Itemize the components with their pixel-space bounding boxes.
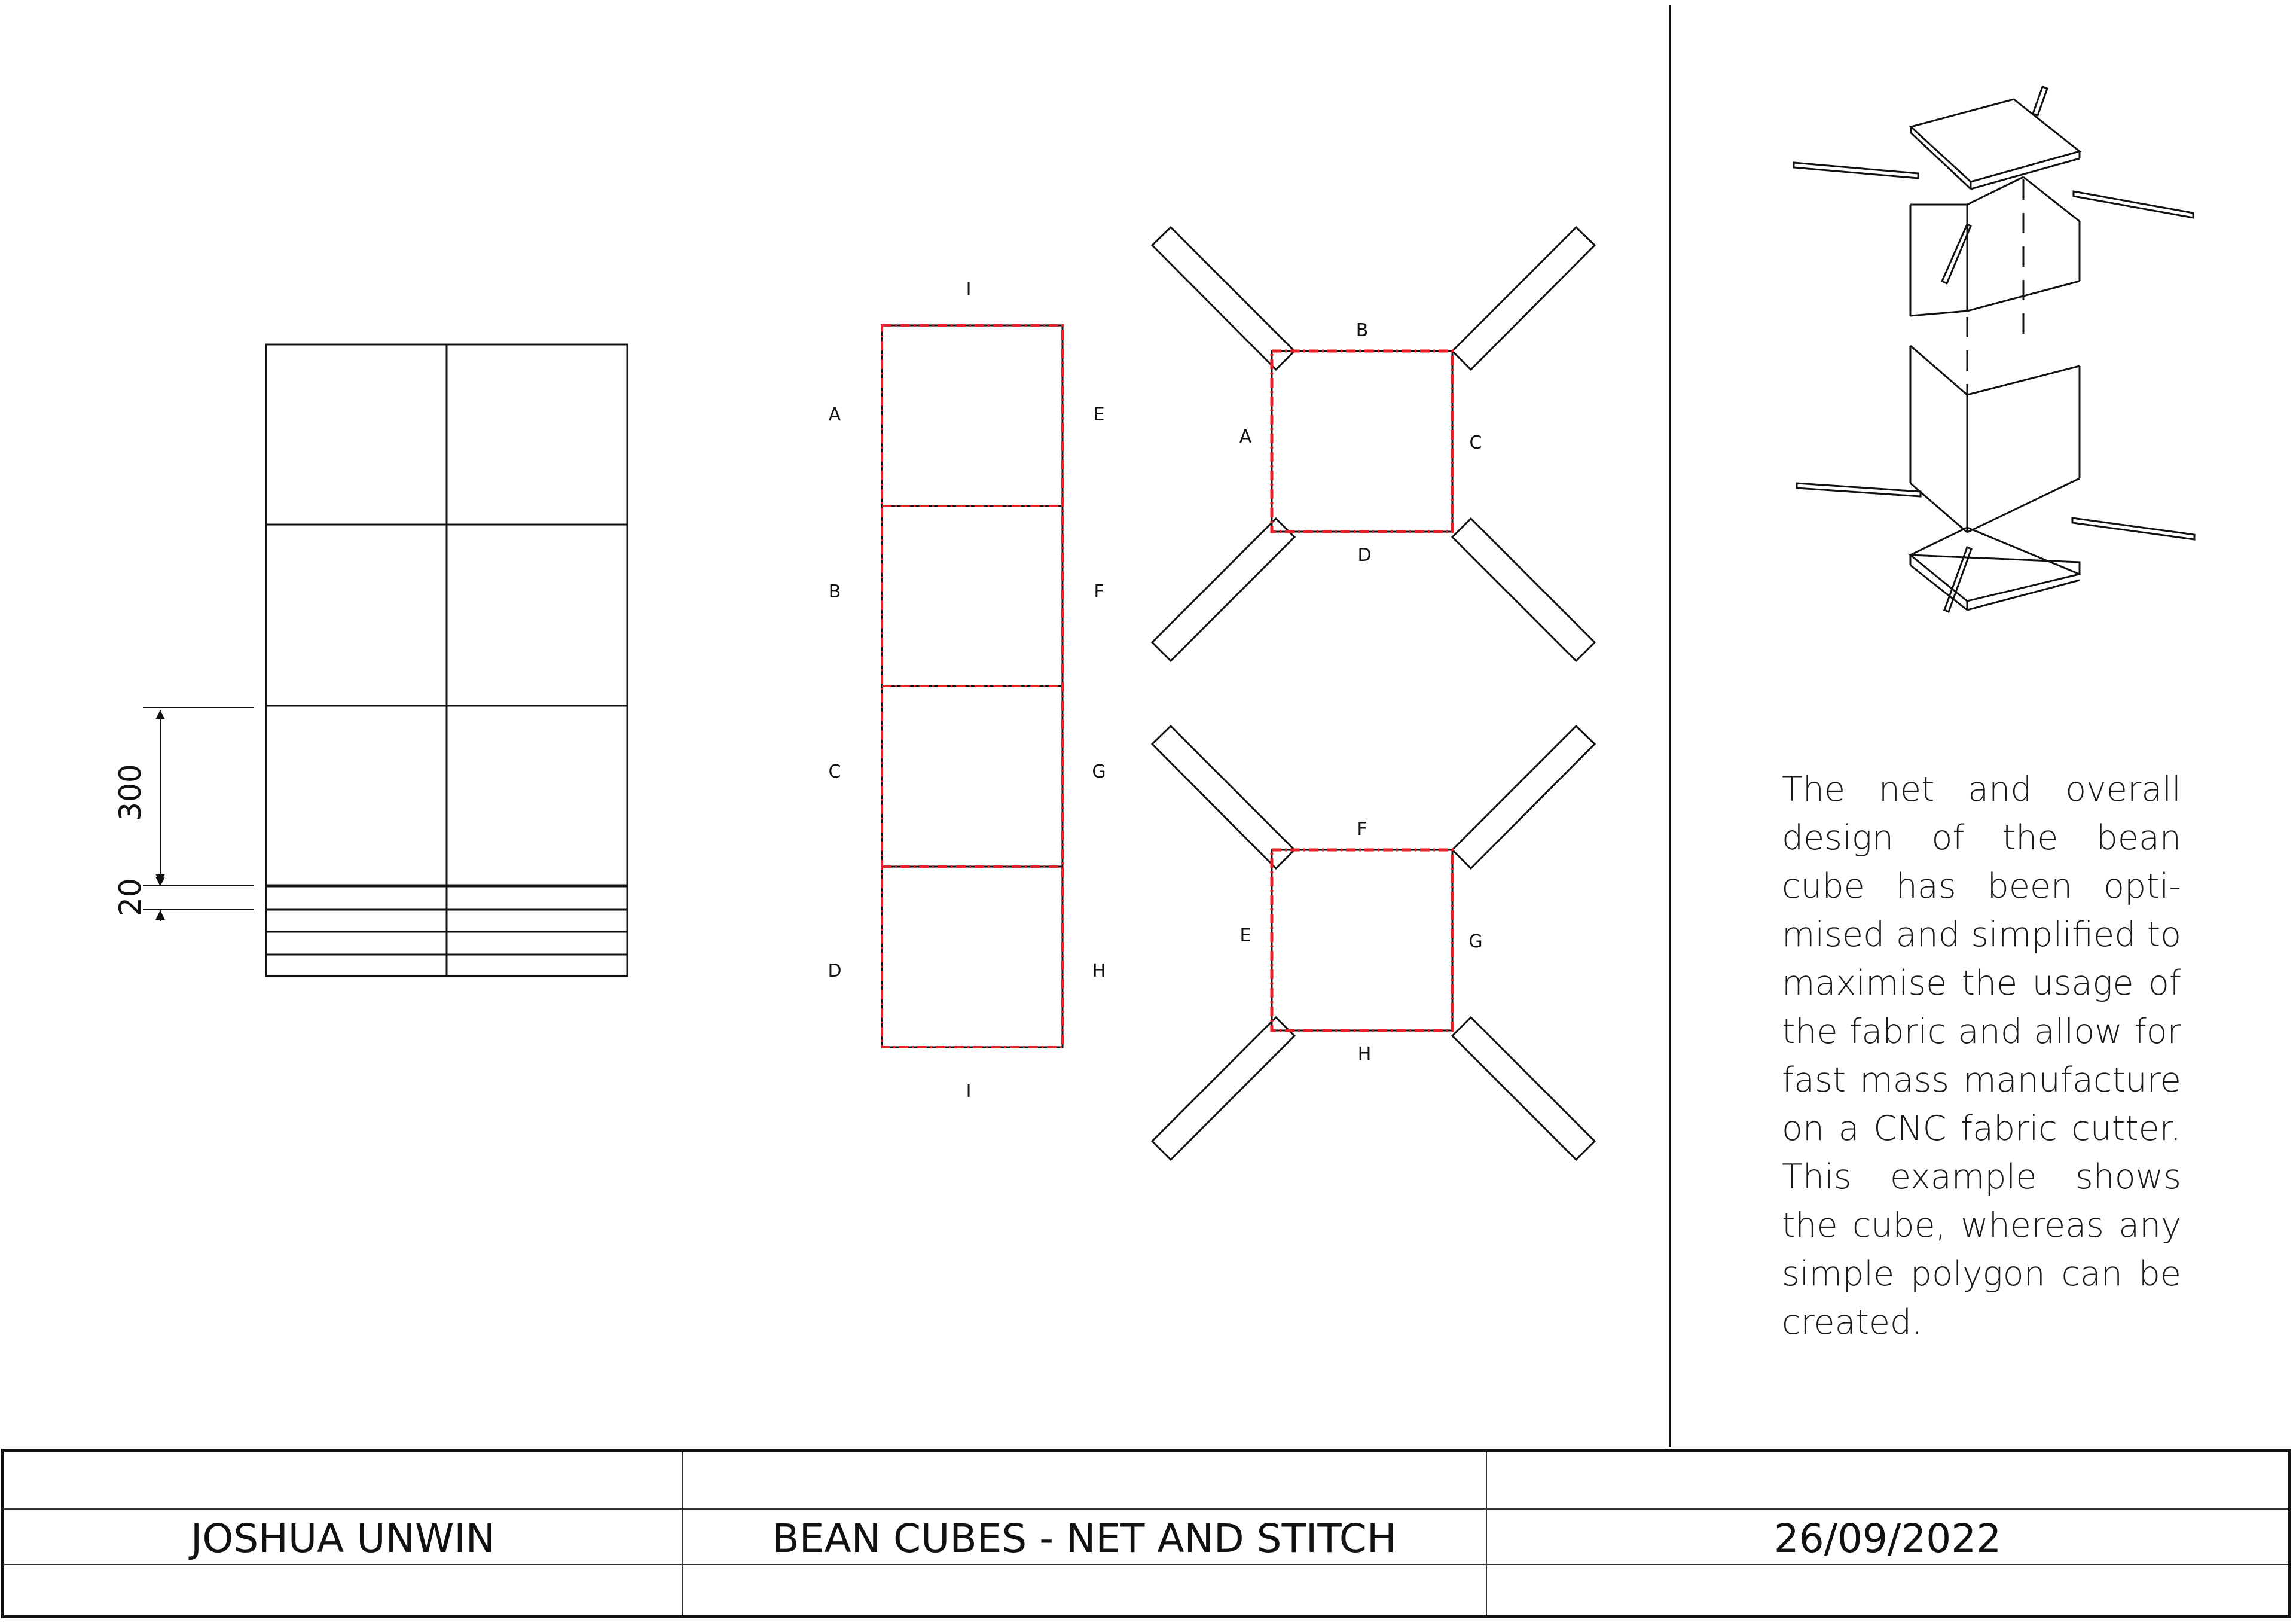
stitch-top-label-c: C: [1469, 432, 1482, 453]
net-label-bottom: I: [966, 1081, 972, 1102]
stitch-bottom-label-h: H: [1357, 1044, 1372, 1065]
stitch-top-label-b: B: [1355, 320, 1369, 341]
author-name: JOSHUA UNWIN: [190, 1516, 496, 1562]
stitch-top-label-d: D: [1357, 545, 1372, 566]
fabric-layout-grid: [266, 344, 627, 976]
net-label-right-g: G: [1092, 761, 1106, 782]
stitch-square-top: [1152, 227, 1595, 661]
net-label-left-a: A: [828, 404, 841, 425]
dimension-label-20: 20: [113, 878, 148, 916]
net-label-left-d: D: [828, 961, 842, 981]
net-label-top: I: [966, 279, 972, 300]
drawing-title: BEAN CUBES - NET AND STITCH: [772, 1516, 1397, 1562]
stitch-bottom-label-e: E: [1239, 925, 1251, 946]
stitch-bottom-label-f: F: [1357, 819, 1367, 840]
dimension-lines: [144, 708, 254, 921]
title-block-row-line: [4, 1564, 2288, 1565]
dimension-label-300: 300: [113, 764, 148, 821]
title-block: [1, 1449, 2291, 1618]
exploded-cube-illustration: [1794, 87, 2194, 612]
net-label-right-h: H: [1092, 961, 1106, 981]
stitch-bottom-label-g: G: [1468, 931, 1483, 952]
stitch-square-bottom: [1152, 726, 1595, 1160]
net-label-right-f: F: [1094, 581, 1104, 602]
drawing-date: 26/09/2022: [1773, 1516, 2002, 1562]
net-label-left-b: B: [828, 581, 841, 602]
cube-net-strip: [882, 325, 1062, 1047]
title-block-row-line: [4, 1508, 2288, 1510]
stitch-top-label-a: A: [1239, 426, 1252, 447]
description-text: The net and overall design of the bean cube has been optimised and simplified to maximise the usage of the fabric and allow for fast mass manufacture on a CNC fabric cutter. This example shows the cube, whereas any simple polygon can be created.: [1782, 770, 2181, 1342]
net-label-right-e: E: [1093, 404, 1105, 425]
net-label-left-c: C: [828, 761, 841, 782]
